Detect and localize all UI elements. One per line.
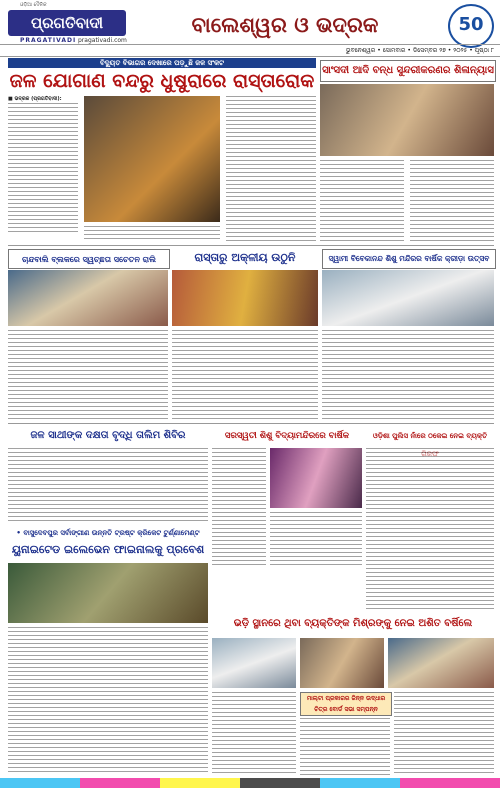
logo-tagline: ଓଡ଼ିଆ ଦୈନିକ xyxy=(20,2,47,8)
color-registration-strip xyxy=(0,778,500,788)
story10-photo-1 xyxy=(212,638,296,688)
anniversary-badge: 50 xyxy=(448,4,494,48)
story3-photo xyxy=(8,270,168,326)
story11-body xyxy=(300,718,390,776)
story1-photo xyxy=(84,96,220,222)
story9-photo xyxy=(8,563,208,623)
story2-photo xyxy=(320,84,494,156)
story4-photo xyxy=(172,270,318,326)
story7-column-2 xyxy=(270,512,362,568)
newspaper-logo: ପ୍ରଗତିବାଦୀ xyxy=(8,10,126,36)
story5-body xyxy=(322,330,494,420)
story2-column-2 xyxy=(410,160,494,242)
story6-headline: ଜଳ ସାଥୀଙ୍କ ଦକ୍ଷତା ବୃଦ୍ଧି ତାଲିମ ଶିବିର xyxy=(30,430,186,441)
story7-photo xyxy=(270,448,362,508)
story2-headline: ସାଂସଦୀ ଆଦି ବନ୍ଧ ସୁନ୍ଦରୀକରଣର ଶିଳାନ୍ୟାସ xyxy=(320,60,496,82)
story1-kicker: ବିଦ୍ୟୁତ ବିଭାଗର ଦେଖାରେ ପଡ଼ୁଛି ଜଳ ସଂକଟ xyxy=(8,58,316,68)
story10-body xyxy=(212,692,296,776)
story4-body xyxy=(172,330,318,420)
story1-byline: ■ ଭଦ୍ରକ (ପ୍ରଗତିବାଦୀ): xyxy=(8,96,62,102)
story1-headline: ଜଳ ଯୋଗାଣ ବନ୍ଦରୁ ଧୁଷୁରାରେ ରାସ୍ତାରୋକ xyxy=(9,70,315,92)
story9-kicker: • ବାସୁଦେବପୁର ସର୍ବାଙ୍ଗୀଣ ଉନ୍ନତି ଟ୍ରଷ୍ଟ କ୍ରିକେଟ ଟୁର୍ଣ୍ଣାମେଣ୍ଟ xyxy=(8,528,208,538)
story8-headline: ଓଡ଼ିଶା ପୁଲିସ ନାଁରେ ଠକେଇ ନେଇ ବ୍ୟକ୍ତି xyxy=(372,431,488,440)
divider-2 xyxy=(8,423,494,424)
masthead xyxy=(0,0,500,62)
edition-title: ବାଲେଶ୍ୱର ଓ ଭଦ୍ରକ xyxy=(191,12,379,37)
story2-column-1 xyxy=(320,160,404,242)
story1-column-3 xyxy=(226,96,316,242)
logo-roman: PRAGATIVADI xyxy=(20,37,77,44)
story1-column-2 xyxy=(84,226,220,242)
story1-column-1 xyxy=(8,103,78,233)
story11-box: ମାଲ୍ଟା ପ୍ରକାରର ଜିନ୍ନ ଉଦ୍ଧାର ଚିତ୍ର ବୋର୍ଡ ସଭା ସମ୍ପନ୍ନ xyxy=(300,692,392,716)
story5-headline: ସ୍ୱାମୀ ବିବେକାନନ୍ଦ ଶିଶୁ ମନ୍ଦିରର ବାର୍ଷିକ କ୍ରୀଡ଼ା ଉତ୍ସବ xyxy=(322,249,496,269)
story10-headline: ଭଡ଼ି ସ୍ଥାନରେ ଥିବା ବ୍ୟକ୍ତିଙ୍କ ମିଶ୍ରଙ୍କୁ ନେଇ ଅଶିତ ବର୍ଷିଲେ xyxy=(233,618,473,629)
story8-body xyxy=(366,448,494,610)
divider-1 xyxy=(8,245,494,246)
story10-photo-2 xyxy=(300,638,384,688)
story10-column-2 xyxy=(394,692,494,776)
dateline xyxy=(0,44,500,57)
dateline-text: ଭୁବନେଶ୍ୱର • ସୋମବାର • ଡିସେମ୍ବର ୨୭ • ୨୦୨୫ • ପୃଷ୍ଠା ୮ xyxy=(345,47,494,54)
story5-photo xyxy=(322,270,494,326)
story3-body xyxy=(8,330,168,420)
story7-column-1 xyxy=(212,448,266,568)
story4-headline: ରାସ୍ତାରୁ ଅକ୍ଳୀୟ ଉଠୁନି xyxy=(194,251,296,264)
story7-headline: ସରସ୍ୱତୀ ଶିଶୁ ବିଦ୍ୟାମନ୍ଦିରରେ ବାର୍ଷିକ xyxy=(224,431,350,441)
story10-photo-3 xyxy=(388,638,494,688)
story9-body xyxy=(8,627,208,775)
story3-headline: ଚାନ୍ଦବାଲି ବ୍ଲକରେ ସ୍ୱଚ୍ଛତା ସଚେତନ ରାଲି xyxy=(8,249,170,269)
website: pragativadi.com xyxy=(78,37,127,44)
story9-headline: ୟୁନାଇଟେଡ ଇଲେଭେନ ଫାଇନାଲକୁ ପ୍ରବେଶ xyxy=(11,543,205,556)
story6-body xyxy=(8,448,208,524)
